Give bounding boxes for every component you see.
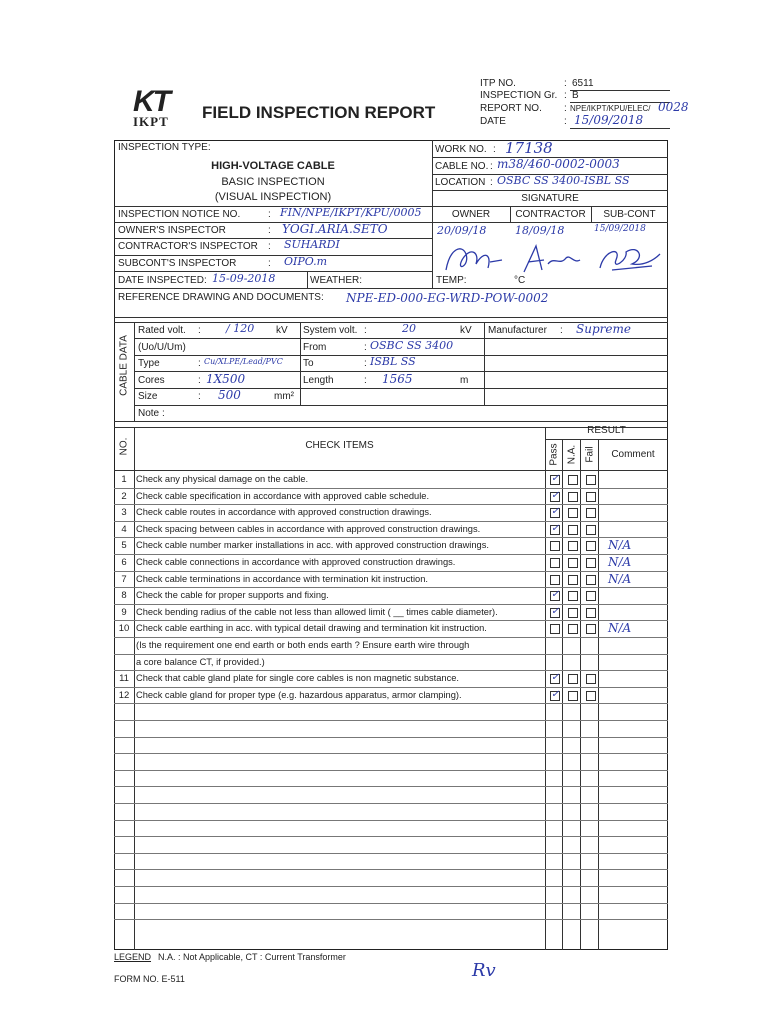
logo-name: IKPT [133, 114, 169, 129]
work-no-value: 17138 [505, 139, 553, 157]
pass-header: Pass [548, 443, 560, 466]
legend-text: N.A. : Not Applicable, CT : Current Transformer [158, 952, 346, 962]
fail-checkbox[interactable] [586, 608, 596, 618]
subcont-inspector-value: OIPO.m [284, 255, 328, 268]
length-value: 1565 [382, 372, 413, 386]
location-value: OSBC SS 3400-ISBL SS [497, 174, 630, 187]
date-value: 15/09/2018 [574, 113, 644, 127]
company-logo [133, 85, 189, 129]
meta-itp: ITP NO. : 6511 [480, 78, 670, 92]
checkmark-icon: ✓ [551, 672, 560, 683]
size-label: Size [138, 391, 158, 402]
length-unit: m [460, 375, 469, 386]
check-item-text: Check cable number marker installations in acc. with approved construction drawings. [136, 540, 489, 550]
rated-volt-value: / 120 [226, 322, 255, 335]
cores-label: Cores [138, 375, 165, 386]
na-checkbox[interactable] [568, 492, 578, 502]
fail-header: Fail [584, 446, 596, 463]
cable-data-side-label: CABLE DATA [118, 335, 130, 396]
checkmark-icon: ✓ [551, 523, 560, 534]
manufacturer-label: Manufacturer [488, 325, 547, 336]
check-item-text: Check bending radius of the cable not less than allowed limit ( __ times cable diameter). [136, 607, 498, 617]
manufacturer-value: Supreme [576, 322, 631, 336]
uo-label: (Uo/U/Um) [138, 342, 186, 353]
pass-checkbox[interactable] [550, 492, 560, 502]
check-item-comment: N/A [608, 555, 632, 569]
na-checkbox[interactable] [568, 624, 578, 634]
check-item-row [114, 654, 668, 671]
pass-checkbox[interactable] [550, 624, 560, 634]
check-item-text: Check cable connections in accordance with approved construction drawings. [136, 557, 456, 567]
inspection-group-value: B [572, 90, 579, 101]
pass-checkbox[interactable] [550, 525, 560, 535]
check-item-row [114, 521, 668, 538]
location-label: LOCATION [435, 177, 486, 188]
date-inspected-value: 15-09-2018 [212, 272, 276, 285]
check-item-text: Check that cable gland plate for single core cables is non magnetic substance. [136, 673, 459, 683]
checkmark-icon: ✓ [551, 473, 560, 484]
check-item-comment: N/A [608, 538, 632, 552]
check-item-row [114, 488, 668, 505]
from-value: OSBC SS 3400 [370, 339, 454, 352]
date-inspected-label: DATE INSPECTED: [118, 275, 207, 286]
subcont-inspector-label: SUBCONT'S INSPECTOR [118, 258, 237, 269]
check-item-comment: N/A [608, 572, 632, 586]
report-title: FIELD INSPECTION REPORT [202, 103, 436, 122]
check-item-row [114, 670, 668, 687]
check-item-text: Check cable specification in accordance with approved cable schedule. [136, 491, 430, 501]
system-volt-label: System volt. [303, 325, 358, 336]
check-item-number: 4 [121, 524, 127, 535]
check-item-number: 6 [121, 557, 127, 568]
check-item-text: Check cable terminations in accordance with termination kit instruction. [136, 574, 428, 584]
na-checkbox[interactable] [568, 558, 578, 568]
inspection-type-label: INSPECTION TYPE: [118, 142, 211, 153]
checkmark-icon: ✓ [551, 689, 560, 700]
check-item-number: 2 [121, 491, 127, 502]
meta-report-no: REPORT NO. : NPE/IKPT/KPU/ELEC/ 0028 [480, 100, 689, 114]
owner-signature [440, 240, 508, 280]
na-checkbox[interactable] [568, 608, 578, 618]
check-item-row [114, 687, 668, 704]
check-item-row [114, 587, 668, 604]
na-checkbox[interactable] [568, 691, 578, 701]
fail-checkbox[interactable] [586, 541, 596, 551]
na-checkbox[interactable] [568, 674, 578, 684]
checkmark-icon: ✓ [551, 506, 560, 517]
to-value: ISBL SS [370, 355, 416, 368]
check-item-text: (Is the requirement one end earth or both ends earth ? Ensure earth wire through [136, 640, 470, 650]
inspection-type-sub2: (VISUAL INSPECTION) [214, 191, 332, 203]
na-checkbox[interactable] [568, 475, 578, 485]
fail-checkbox[interactable] [586, 508, 596, 518]
check-item-number: 8 [121, 590, 127, 601]
check-item-row [114, 571, 668, 588]
note-label: Note [138, 408, 160, 419]
na-checkbox[interactable] [568, 508, 578, 518]
check-items-header: CHECK ITEMS [305, 440, 374, 451]
na-checkbox[interactable] [568, 575, 578, 585]
subcont-label: SUB-CONT [603, 209, 656, 220]
type-label: Type [138, 358, 160, 369]
inspection-type-title: HIGH-VOLTAGE CABLE [211, 160, 335, 172]
legend-label: LEGEND [114, 952, 152, 962]
notice-label: INSPECTION NOTICE NO. [118, 209, 241, 220]
rated-volt-label: Rated volt. [138, 325, 186, 336]
cores-value: 1X500 [206, 372, 246, 386]
check-item-row [114, 537, 668, 554]
check-item-number: 1 [121, 474, 127, 485]
check-item-text: a core balance CT, if provided.) [136, 657, 265, 667]
na-header: N.A. [566, 444, 578, 465]
check-item-text: Check cable routes in accordance with approved construction drawings. [136, 507, 432, 517]
check-item-row [114, 620, 668, 637]
check-item-row [114, 637, 668, 654]
fail-checkbox[interactable] [586, 591, 596, 601]
report-no-value: NPE/IKPT/KPU/ELEC/ [570, 104, 651, 113]
pass-checkbox[interactable] [550, 608, 560, 618]
fail-checkbox[interactable] [586, 475, 596, 485]
contractor-label: CONTRACTOR [515, 209, 586, 220]
reference-label: REFERENCE DRAWING AND DOCUMENTS: [118, 292, 324, 303]
fail-checkbox[interactable] [586, 624, 596, 634]
owner-sign-date: 20/09/18 [437, 224, 487, 237]
owner-inspector-value: YOGI.ARIA.SETO [282, 222, 388, 236]
pass-checkbox[interactable] [550, 575, 560, 585]
owner-label: OWNER [451, 209, 491, 220]
fail-checkbox[interactable] [586, 492, 596, 502]
inspection-type-sub1: BASIC INSPECTION [221, 176, 325, 188]
check-item-row [114, 554, 668, 571]
meta-inspection-group: INSPECTION Gr. : B [480, 90, 670, 104]
contractor-sign-date: 18/09/18 [515, 224, 565, 237]
initials: Rv [472, 960, 496, 981]
fail-checkbox[interactable] [586, 558, 596, 568]
pass-checkbox[interactable] [550, 691, 560, 701]
check-item-text: Check the cable for proper supports and fixing. [136, 590, 329, 600]
cable-no-label: CABLE NO. [435, 161, 489, 172]
fail-checkbox[interactable] [586, 674, 596, 684]
temp-label: TEMP: [436, 275, 467, 286]
system-volt-unit: kV [460, 325, 472, 336]
itp-value: 6511 [572, 78, 594, 89]
check-item-text: Check spacing between cables in accordance with approved construction drawings. [136, 524, 481, 534]
fail-checkbox[interactable] [586, 691, 596, 701]
report-no-handwritten: 0028 [658, 100, 689, 114]
check-item-row [114, 504, 668, 521]
weather-label: WEATHER: [310, 275, 363, 286]
temp-unit: °C [514, 275, 526, 286]
contractor-signature [514, 240, 590, 280]
checkmark-icon: ✓ [551, 606, 560, 617]
cable-no-value: m38/460-0002-0003 [497, 157, 620, 171]
form-number: FORM NO. E-511 [114, 974, 185, 984]
comment-header: Comment [611, 449, 655, 460]
na-checkbox[interactable] [568, 591, 578, 601]
na-checkbox[interactable] [568, 541, 578, 551]
to-label: To [303, 358, 314, 369]
pass-checkbox[interactable] [550, 674, 560, 684]
pass-checkbox[interactable] [550, 591, 560, 601]
logo-mark: KT [133, 85, 169, 118]
work-no-label: WORK NO. [435, 144, 487, 155]
check-item-number: 10 [118, 623, 130, 634]
check-item-comment: N/A [608, 621, 632, 635]
signature-label: SIGNATURE [521, 193, 579, 204]
type-value: Cu/XLPE/Lead/PVC [204, 357, 283, 366]
checkmark-icon: ✓ [551, 490, 560, 501]
pass-checkbox[interactable] [550, 508, 560, 518]
check-item-number: 3 [121, 507, 127, 518]
size-unit: mm² [274, 391, 294, 402]
check-item-row [114, 604, 668, 621]
pass-checkbox[interactable] [550, 558, 560, 568]
subcont-signature [592, 240, 668, 280]
fail-checkbox[interactable] [586, 575, 596, 585]
notice-value: FIN/NPE/IKPT/KPU/0005 [280, 206, 422, 219]
na-checkbox[interactable] [568, 525, 578, 535]
check-item-number: 11 [119, 673, 129, 684]
checkmark-icon: ✓ [551, 589, 560, 600]
system-volt-value: 20 [402, 322, 416, 335]
check-item-number: 12 [118, 690, 130, 701]
rated-volt-unit: kV [276, 325, 288, 336]
pass-checkbox[interactable] [550, 475, 560, 485]
check-item-number: 9 [121, 607, 127, 618]
check-item-text: Check any physical damage on the cable. [136, 474, 309, 484]
contractor-inspector-label: CONTRACTOR'S INSPECTOR [118, 241, 258, 252]
reference-value: NPE-ED-000-EG-WRD-POW-0002 [346, 291, 549, 305]
meta-date: DATE : 15/09/2018 [480, 116, 670, 130]
check-item-number: 5 [121, 540, 127, 551]
subcont-sign-date: 15/09/2018 [594, 224, 646, 234]
pass-checkbox[interactable] [550, 541, 560, 551]
check-item-text: Check cable gland for proper type (e.g. hazardous apparatus, armor clamping). [136, 690, 462, 700]
contractor-inspector-value: SUHARDI [284, 238, 340, 251]
length-label: Length [303, 375, 334, 386]
no-column-label: NO. [118, 437, 130, 456]
check-item-text: Check cable earthing in acc. with typical detail drawing and termination kit instruction. [136, 623, 487, 633]
result-header: RESULT [587, 425, 626, 436]
fail-checkbox[interactable] [586, 525, 596, 535]
check-item-number: 7 [121, 574, 127, 585]
from-label: From [303, 342, 327, 353]
owner-inspector-label: OWNER'S INSPECTOR [118, 225, 226, 236]
size-value: 500 [218, 388, 241, 402]
check-item-row [114, 471, 668, 488]
